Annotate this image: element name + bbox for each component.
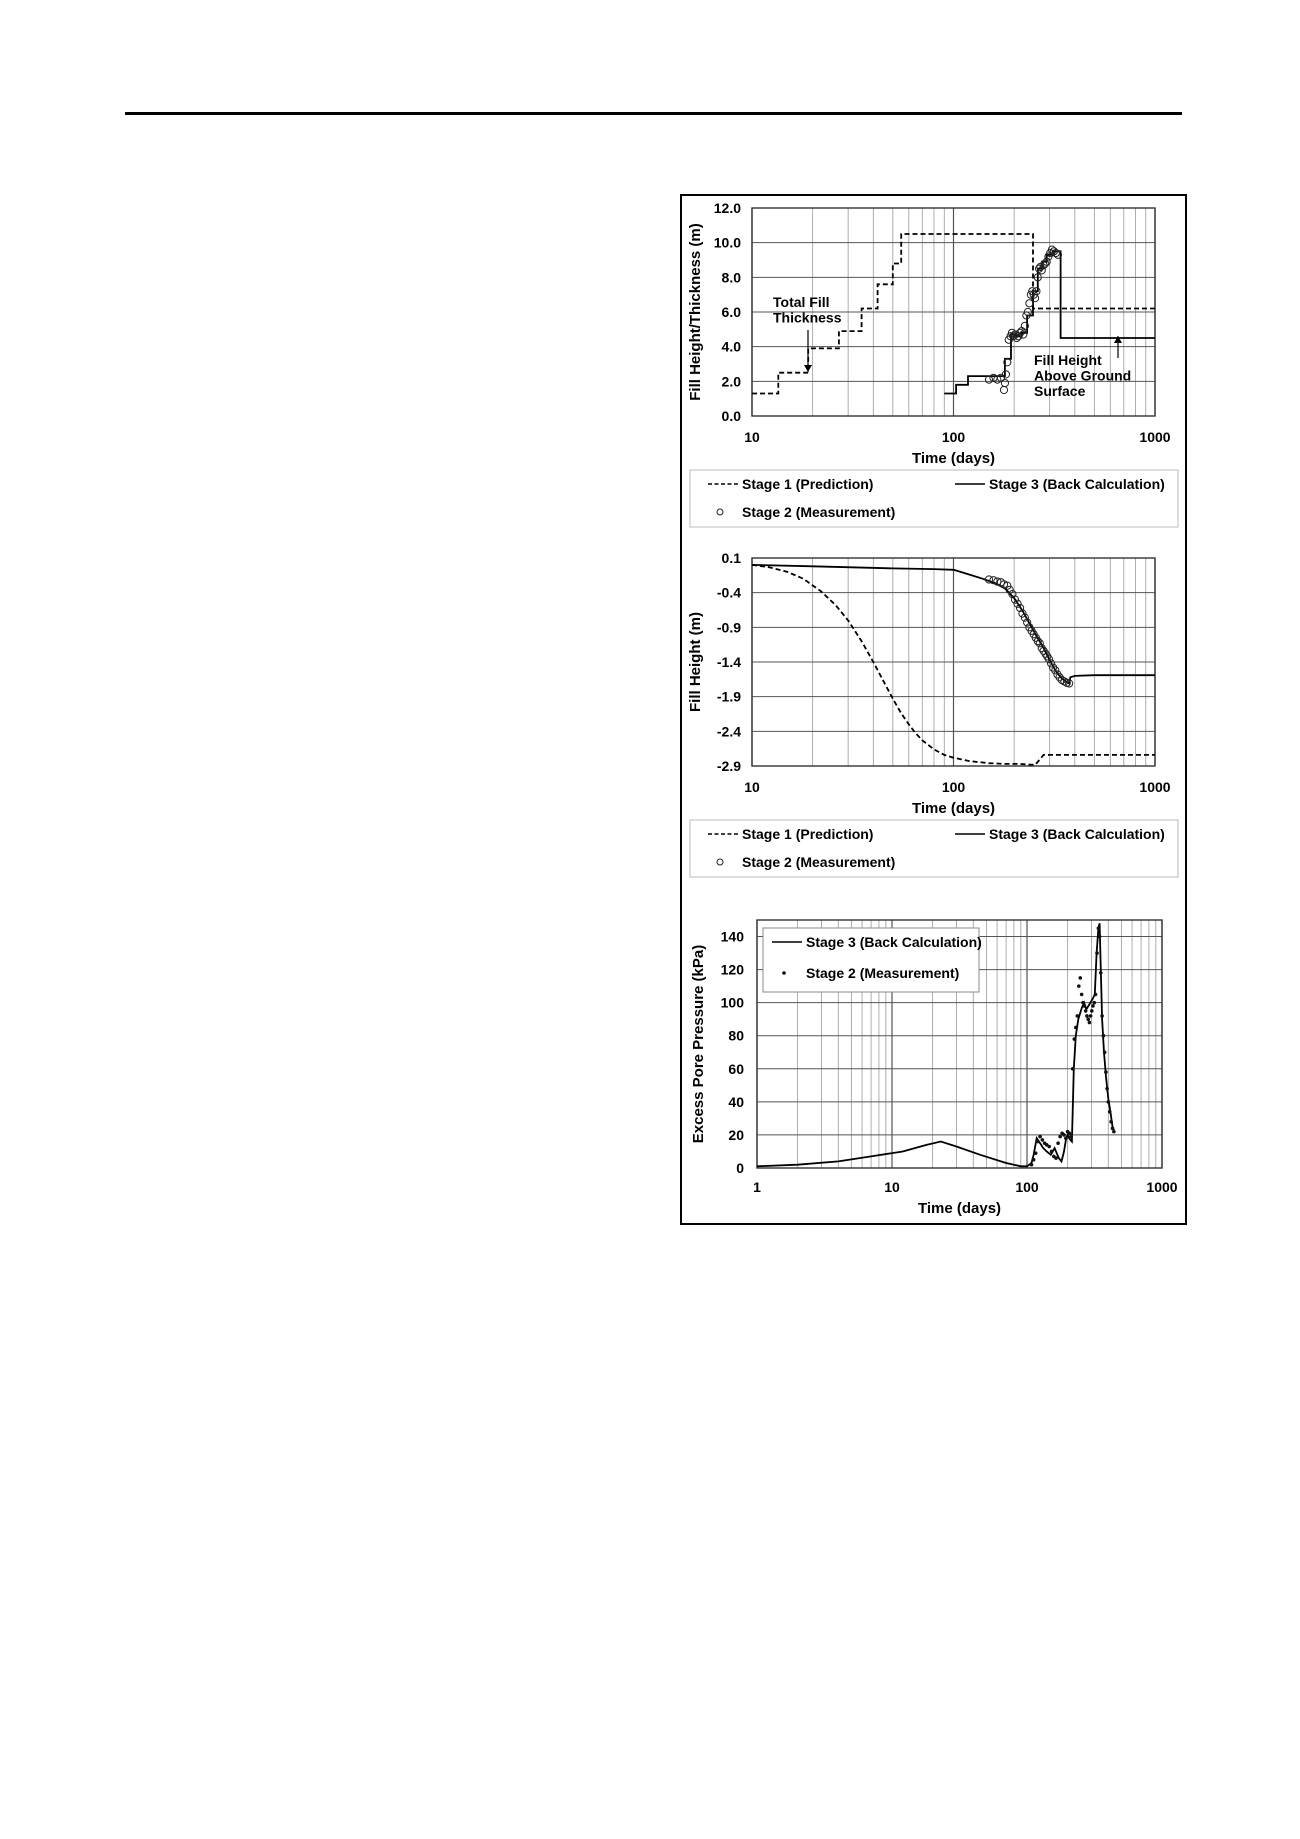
legend-label: Stage 3 (Back Calculation) [806, 934, 982, 950]
data-point-stage2-measurement [1071, 1067, 1075, 1071]
data-point-stage2-measurement [1036, 1140, 1040, 1144]
legend [690, 470, 1178, 527]
legend [690, 820, 1178, 877]
y-tick-label: 0.0 [721, 408, 741, 424]
data-point-stage2-measurement [1099, 971, 1103, 975]
data-point-stage2-measurement [1072, 1037, 1076, 1041]
annotation-line: Fill Height [1034, 352, 1102, 368]
y-tick-label: -2.9 [716, 758, 741, 774]
data-point-stage2-measurement [1034, 1151, 1038, 1155]
data-point-stage2-measurement [1111, 1127, 1115, 1131]
data-point-stage2-measurement [985, 376, 992, 383]
annotation-text [773, 294, 842, 326]
data-point-stage2-measurement [1074, 1026, 1078, 1030]
data-point-stage2-measurement [1001, 379, 1008, 386]
y-tick-label: 120 [720, 961, 744, 978]
y-tick-label: 80 [728, 1027, 744, 1044]
y-tick-label: 10.0 [713, 234, 741, 251]
x-tick-label: 10 [884, 1179, 900, 1195]
x-tick-label: 10 [744, 779, 760, 795]
data-point-stage2-measurement [1097, 926, 1101, 930]
data-point-stage2-measurement [1047, 1145, 1051, 1149]
y-axis-label: Fill Height (m) [687, 612, 704, 712]
x-tick-label: 1000 [1146, 1179, 1178, 1195]
legend-label: Stage 1 (Prediction) [742, 826, 874, 842]
data-point-stage2-measurement [1062, 1133, 1066, 1137]
data-point-stage2-measurement [1089, 1014, 1093, 1018]
y-tick-label: 4.0 [721, 338, 741, 355]
annotation-text [1034, 352, 1131, 399]
y-tick-label: 140 [720, 928, 744, 945]
x-tick-label: 100 [941, 429, 966, 445]
data-point-stage2-measurement [1106, 1100, 1110, 1104]
annotation-arrowhead [804, 365, 812, 372]
y-tick-label: 60 [728, 1060, 744, 1077]
legend-label: Stage 2 (Measurement) [806, 965, 960, 981]
data-point-stage2-measurement [1080, 993, 1084, 997]
data-point-stage2-measurement [1068, 1131, 1072, 1135]
chart-panel-1 [687, 200, 1178, 527]
data-point-stage2-measurement [1100, 1014, 1104, 1018]
data-point-stage2-measurement [1108, 1110, 1112, 1114]
x-tick-label: 100 [1015, 1179, 1039, 1195]
data-point-stage2-measurement [1056, 1141, 1060, 1145]
data-point-stage2-measurement [1090, 1009, 1094, 1013]
legend-label: Stage 3 (Back Calculation) [989, 826, 1165, 842]
data-point-stage2-measurement [1038, 1135, 1042, 1139]
legend-label: Stage 2 (Measurement) [742, 504, 896, 520]
x-axis-label: Time (days) [911, 800, 996, 817]
data-point-stage2-measurement [1041, 1138, 1045, 1142]
legend-label: Stage 2 (Measurement) [742, 854, 896, 870]
annotation-arrowhead [1114, 336, 1122, 343]
x-tick-label: 1000 [1139, 779, 1171, 795]
data-point-stage2-measurement [1112, 1130, 1116, 1134]
data-point-stage2-measurement [1064, 1136, 1068, 1140]
legend-swatch [782, 971, 786, 975]
y-tick-label: -2.4 [716, 723, 741, 740]
y-tick-label: -1.9 [716, 688, 741, 705]
data-point-stage2-measurement [1000, 386, 1007, 393]
chart-panel-2 [687, 550, 1178, 877]
y-tick-label: -0.4 [716, 584, 741, 601]
data-point-stage2-measurement [1054, 1156, 1058, 1160]
y-axis-label: Fill Height/Thickness (m) [687, 223, 704, 401]
data-point-stage2-measurement [1091, 1004, 1095, 1008]
data-point-stage2-measurement [1092, 1001, 1096, 1005]
y-tick-label: 0 [736, 1160, 744, 1176]
y-tick-label: -1.4 [716, 654, 741, 670]
y-axis-label: Excess Pore Pressure (kPa) [690, 944, 707, 1144]
annotation-line: Thickness [773, 309, 842, 326]
data-point-stage2-measurement [1078, 976, 1082, 980]
legend [763, 928, 982, 992]
data-point-stage2-measurement [1026, 300, 1033, 307]
data-point-stage2-measurement [1095, 951, 1099, 955]
y-tick-label: 2.0 [721, 373, 741, 390]
legend-label: Stage 3 (Back Calculation) [989, 476, 1165, 492]
data-point-stage2-measurement [1058, 1135, 1062, 1139]
data-point-stage2-measurement [1030, 1163, 1034, 1167]
data-point-stage2-measurement [1104, 1070, 1108, 1074]
data-point-stage2-measurement [1002, 371, 1009, 378]
x-tick-label: 1000 [1139, 429, 1171, 445]
data-point-stage2-measurement [1069, 1135, 1073, 1139]
annotation-line: Above Ground [1034, 367, 1132, 384]
y-tick-label: 20 [728, 1126, 744, 1143]
y-tick-label: 0.1 [721, 550, 741, 566]
data-point-stage2-measurement [1109, 1120, 1113, 1124]
y-tick-label: 100 [720, 994, 744, 1011]
data-point-stage2-measurement [1098, 935, 1102, 939]
x-tick-label: 1 [753, 1179, 761, 1195]
data-point-stage2-measurement [1086, 1017, 1090, 1021]
data-point-stage2-measurement [1103, 1050, 1107, 1054]
annotation-line: Total Fill [773, 294, 830, 310]
data-point-stage2-measurement [1084, 1009, 1088, 1013]
data-point-stage2-measurement [1105, 1087, 1109, 1091]
data-point-stage2-measurement [1083, 1004, 1087, 1008]
data-point-stage2-measurement [1102, 1034, 1106, 1038]
x-axis-label: Time (days) [911, 450, 996, 467]
y-tick-label: -0.9 [716, 619, 741, 636]
y-tick-label: 8.0 [721, 269, 741, 286]
chart-panel-3 [690, 920, 1178, 1217]
data-point-stage2-measurement [1085, 1014, 1089, 1018]
data-point-stage2-measurement [1077, 984, 1081, 988]
data-point-stage2-measurement [1076, 1014, 1080, 1018]
annotation-line: Surface [1034, 383, 1086, 399]
data-point-stage2-measurement [1094, 993, 1098, 997]
data-point-stage2-measurement [1050, 1150, 1054, 1154]
data-point-stage2-measurement [1081, 1001, 1085, 1005]
x-tick-label: 10 [744, 429, 760, 445]
y-tick-label: 40 [728, 1093, 744, 1110]
data-point-stage2-measurement [1088, 1021, 1092, 1025]
x-axis-label: Time (days) [917, 1200, 1002, 1217]
y-tick-label: 12.0 [713, 200, 741, 216]
y-tick-label: 6.0 [721, 304, 741, 320]
legend-label: Stage 1 (Prediction) [742, 476, 874, 492]
data-point-stage2-measurement [1032, 1158, 1036, 1162]
x-tick-label: 100 [941, 779, 966, 795]
